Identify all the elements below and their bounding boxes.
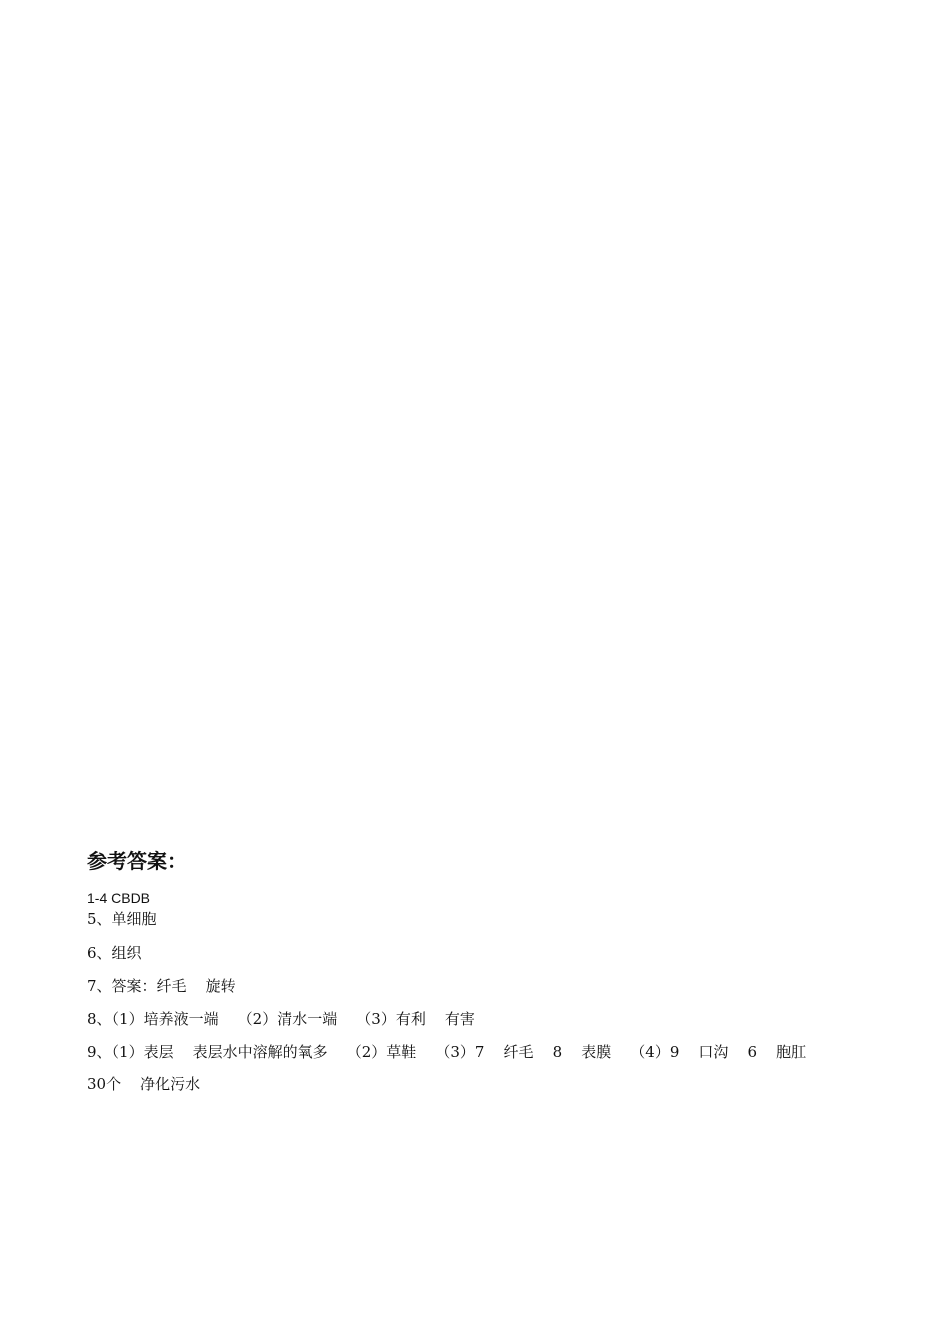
answer-line-7: 7、答案：纤毛 旋转 [87, 977, 236, 995]
answer-line-9-continued: 30个 净化污水 [87, 1075, 201, 1093]
answer-line-1-4: 1-4 CBDB [87, 890, 151, 906]
answer-section [87, 848, 867, 1095]
answer-line-8: 8、（1）培养液一端 （2）清水一端 （3）有利 有害 [87, 1010, 475, 1028]
answer-line-9: 9、（1）表层 表层水中溶解的氧多 （2）草鞋 （3）7 纤毛 8 表膜 （4）9 口沟 6 胞肛 [87, 1043, 807, 1061]
answers-heading: 参考答案： [87, 851, 187, 873]
answer-line-6: 6、组织 [87, 944, 142, 962]
answer-line-5: 5、单细胞 [87, 910, 157, 928]
